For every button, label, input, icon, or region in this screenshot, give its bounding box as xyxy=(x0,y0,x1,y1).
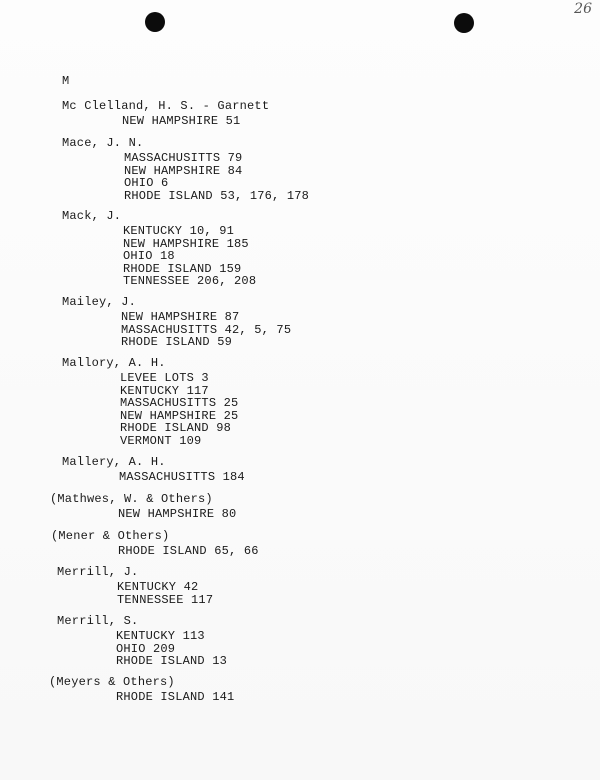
index-entry xyxy=(0,209,257,288)
entry-reference: KENTUCKY 10, 91 xyxy=(123,224,235,238)
page-number: 26 xyxy=(574,1,592,17)
entry-reference: RHODE ISLAND 65, 66 xyxy=(118,544,259,558)
entry-reference: MASSACHUSITTS 184 xyxy=(119,470,245,484)
entry-name: Merrill, J. xyxy=(57,565,139,579)
entry-name: (Mathwes, W. & Others) xyxy=(50,492,213,506)
index-entry xyxy=(0,136,310,203)
entry-reference: OHIO 6 xyxy=(124,176,169,190)
entry-reference: MASSACHUSITTS 25 xyxy=(120,396,239,410)
index-entry xyxy=(0,529,259,558)
entry-name: Mallery, A. H. xyxy=(62,455,166,469)
index-entry xyxy=(0,455,245,484)
entry-name: Mallory, A. H. xyxy=(62,356,166,370)
entry-reference: NEW HAMPSHIRE 84 xyxy=(124,163,243,178)
entry-name: Mace, J. N. xyxy=(62,136,144,150)
entry-reference: NEW HAMPSHIRE 80 xyxy=(118,507,237,521)
entry-reference: TENNESSEE 117 xyxy=(117,592,214,607)
entry-name: (Meyers & Others) xyxy=(49,675,175,689)
entry-reference: TENNESSEE 206, 208 xyxy=(123,274,257,288)
index-entry xyxy=(0,675,235,704)
index-entry xyxy=(0,614,228,668)
entry-reference: RHODE ISLAND 59 xyxy=(121,335,233,349)
entry-reference: NEW HAMPSHIRE 25 xyxy=(120,408,239,423)
entry-reference: RHODE ISLAND 53, 176, 178 xyxy=(124,188,310,203)
entry-reference: RHODE ISLAND 141 xyxy=(116,690,235,704)
index-entry xyxy=(0,356,239,448)
entry-reference: KENTUCKY 42 xyxy=(117,580,199,594)
index-entry xyxy=(0,99,270,128)
entry-name: Mack, J. xyxy=(62,209,122,223)
letter-heading: M xyxy=(62,74,70,88)
entry-name: Mailey, J. xyxy=(62,295,137,309)
entry-reference: NEW HAMPSHIRE 185 xyxy=(123,236,249,251)
entry-reference: KENTUCKY 117 xyxy=(120,383,209,398)
entry-name: (Mener & Others) xyxy=(51,529,170,543)
index-entry xyxy=(0,295,292,349)
index-entry xyxy=(0,492,237,521)
entry-reference: RHODE ISLAND 98 xyxy=(120,421,232,435)
entry-reference: RHODE ISLAND 159 xyxy=(123,261,242,276)
entry-name: Merrill, S. xyxy=(57,614,139,628)
entry-reference: NEW HAMPSHIRE 51 xyxy=(122,114,241,128)
entry-reference: LEVEE LOTS 3 xyxy=(120,371,209,385)
entry-reference: VERMONT 109 xyxy=(120,433,202,448)
entry-name: Mc Clelland, H. S. - Garnett xyxy=(62,99,270,113)
entry-reference: NEW HAMPSHIRE 87 xyxy=(121,310,240,324)
entry-reference: KENTUCKY 113 xyxy=(116,629,205,643)
entry-reference: RHODE ISLAND 13 xyxy=(116,654,228,668)
entry-reference: OHIO 209 xyxy=(116,641,176,656)
entry-reference: MASSACHUSITTS 79 xyxy=(124,151,243,165)
entry-reference: OHIO 18 xyxy=(123,249,175,263)
index-entry xyxy=(0,565,214,607)
entry-reference: MASSACHUSITTS 42, 5, 75 xyxy=(121,322,292,337)
